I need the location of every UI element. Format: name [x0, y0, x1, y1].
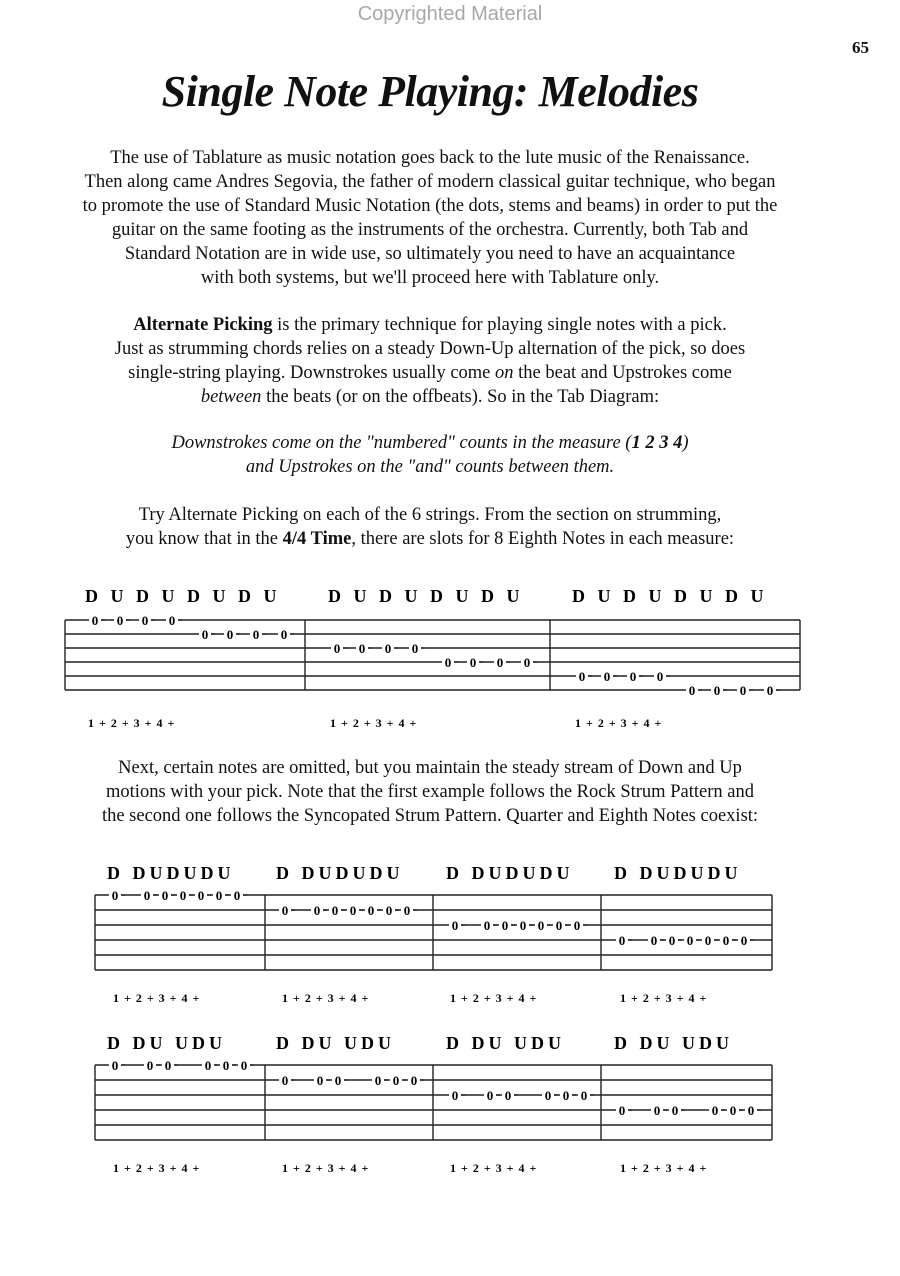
tab-fret-number: 0 [573, 918, 581, 933]
beat-count-label: 1 + 2 + 3 + 4 + [88, 716, 176, 730]
strum-stroke-label: D U D U D U D U [85, 586, 281, 606]
tab-fret-number: 0 [168, 613, 176, 628]
strum-stroke-label: D DU UDU [446, 1033, 565, 1053]
intro-line: guitar on the same footing as the instruments of the orchestra. Currently, both Tab and [111, 220, 749, 240]
tab-fret-number: 0 [384, 641, 392, 656]
strum-stroke-label: D U D U D U D U [328, 586, 524, 606]
tab-fret-number: 0 [578, 669, 586, 684]
strum-stroke-label: D DUDUDU [276, 863, 404, 883]
tab-fret-number: 0 [334, 1073, 342, 1088]
try-paragraph [10, 503, 850, 551]
beat-count-label: 1 + 2 + 3 + 4 + [282, 1161, 370, 1175]
alt-line-1 [10, 313, 850, 337]
alt-line-3 [10, 361, 850, 385]
copyright-watermark: Copyrighted Material [357, 3, 543, 25]
tab-fret-number: 0 [580, 1088, 588, 1103]
intro-line: with both systems, but we'll proceed here with Tablature only. [200, 268, 660, 288]
tab-fret-number: 0 [544, 1088, 552, 1103]
strum-stroke-label: D DU UDU [614, 1033, 733, 1053]
tab-fret-number: 0 [537, 918, 545, 933]
tab-fret-number: 0 [111, 1058, 119, 1073]
tab-fret-number: 0 [469, 655, 477, 670]
tab-fret-number: 0 [252, 627, 260, 642]
tab-fret-number: 0 [215, 888, 223, 903]
tab-fret-number: 0 [562, 1088, 570, 1103]
downstroke-note [10, 431, 850, 479]
tab-fret-number: 0 [331, 903, 339, 918]
beat-count-label: 1 + 2 + 3 + 4 + [450, 1161, 538, 1175]
tab-fret-number: 0 [444, 655, 452, 670]
note-line-1a: Downstrokes come on the "numbered" counts in the measure ( [171, 433, 632, 453]
tab-fret-number: 0 [197, 888, 205, 903]
tab-fret-number: 0 [486, 1088, 494, 1103]
alt-line-3b: the beat and Upstrokes come [513, 363, 732, 383]
tab-fret-number: 0 [385, 903, 393, 918]
tab-fret-number: 0 [713, 683, 721, 698]
tab-fret-number: 0 [313, 903, 321, 918]
tab-fret-number: 0 [671, 1103, 679, 1118]
tab-fret-number: 0 [451, 918, 459, 933]
beat-count-label: 1 + 2 + 3 + 4 + [620, 991, 708, 1005]
tab-fret-number: 0 [686, 933, 694, 948]
tab-fret-number: 0 [281, 903, 289, 918]
try-line-1: Try Alternate Picking on each of the 6 strings. From the section on strumming, [138, 505, 722, 525]
tab-fret-number: 0 [603, 669, 611, 684]
next-line: motions with your pick. Note that the first example follows the Rock Strum Pattern and [106, 782, 754, 802]
tab-fret-number: 0 [233, 888, 241, 903]
tab-fret-number: 0 [333, 641, 341, 656]
beat-count-label: 1 + 2 + 3 + 4 + [450, 991, 538, 1005]
tab-fret-number: 0 [766, 683, 774, 698]
tab-fret-number: 0 [618, 1103, 626, 1118]
strum-stroke-label: D DUDUDU [107, 863, 235, 883]
alt-line-3a: single-string playing. Downstrokes usually come [128, 363, 496, 383]
tab-fret-number: 0 [141, 613, 149, 628]
tab-fret-number: 0 [222, 1058, 230, 1073]
tab-fret-number: 0 [711, 1103, 719, 1118]
alt-line-4 [10, 385, 850, 409]
tab-fret-number: 0 [688, 683, 696, 698]
tab-fret-number: 0 [411, 641, 419, 656]
tab-fret-number: 0 [281, 1073, 289, 1088]
tab-fret-number: 0 [501, 918, 509, 933]
tab-fret-number: 0 [629, 669, 637, 684]
intro-line: Standard Notation are in wide use, so ultimately you need to have an acquaintance [124, 244, 736, 264]
tab-fret-number: 0 [179, 888, 187, 903]
intro-line: to promote the use of Standard Music Notation (the dots, stems and beams) in order to put the [82, 196, 778, 216]
beat-count-label: 1 + 2 + 3 + 4 + [575, 716, 663, 730]
note-line-2: and Upstrokes on the "and" counts between them. [245, 457, 615, 477]
intro-line: The use of Tablature as music notation goes back to the lute music of the Renaissance. [110, 148, 750, 168]
tab-fret-number: 0 [164, 1058, 172, 1073]
note-line-1b: ) [682, 433, 689, 453]
tab-fret-number: 0 [280, 627, 288, 642]
tab-fret-number: 0 [504, 1088, 512, 1103]
page-title: Single Note Playing: Melodies [161, 67, 699, 116]
beat-count-label: 1 + 2 + 3 + 4 + [620, 1161, 708, 1175]
alternate-picking-term: Alternate Picking [133, 315, 273, 335]
tab-fret-number: 0 [523, 655, 531, 670]
tab-fret-number: 0 [483, 918, 491, 933]
tab-fret-number: 0 [374, 1073, 382, 1088]
alternate-picking-paragraph [10, 313, 850, 409]
tab-fret-number: 0 [392, 1073, 400, 1088]
beat-count-label: 1 + 2 + 3 + 4 + [282, 991, 370, 1005]
time-signature: 4/4 Time [282, 529, 352, 549]
beat-count-label: 1 + 2 + 3 + 4 + [113, 1161, 201, 1175]
strum-stroke-label: D DUDUDU [614, 863, 742, 883]
tab-fret-number: 0 [146, 1058, 154, 1073]
tab-fret-number: 0 [650, 933, 658, 948]
note-counts: 1 2 3 4 [631, 433, 683, 453]
next-paragraph [10, 756, 850, 828]
tab-fret-number: 0 [403, 903, 411, 918]
tab-fret-number: 0 [740, 933, 748, 948]
tab-fret-number: 0 [496, 655, 504, 670]
beat-count-label: 1 + 2 + 3 + 4 + [330, 716, 418, 730]
tab-fret-number: 0 [111, 888, 119, 903]
strum-stroke-label: D U D U D U D U [572, 586, 768, 606]
try-line-2b: , there are slots for 8 Eighth Notes in each measure: [351, 529, 735, 549]
note-line-1 [10, 431, 850, 455]
tab-fret-number: 0 [729, 1103, 737, 1118]
strum-stroke-label: D DUDUDU [446, 863, 574, 883]
next-line: the second one follows the Syncopated Strum Pattern. Quarter and Eighth Notes coexist: [101, 806, 759, 826]
try-line-2 [10, 527, 850, 551]
tab-fret-number: 0 [739, 683, 747, 698]
tab-fret-number: 0 [618, 933, 626, 948]
next-line: Next, certain notes are omitted, but you maintain the steady stream of Down and Up [118, 758, 742, 778]
tab-fret-number: 0 [349, 903, 357, 918]
tab-fret-number: 0 [722, 933, 730, 948]
tab-fret-number: 0 [116, 613, 124, 628]
tab-fret-number: 0 [656, 669, 664, 684]
alt-line-3-em: on [495, 363, 514, 383]
tab-fret-number: 0 [410, 1073, 418, 1088]
tab-diagram-eighth-notes [0, 580, 900, 730]
tab-fret-number: 0 [451, 1088, 459, 1103]
tab-fret-number: 0 [204, 1058, 212, 1073]
intro-paragraph [10, 146, 850, 290]
intro-line: Then along came Andres Segovia, the father of modern classical guitar technique, who began [84, 172, 776, 192]
tab-fret-number: 0 [519, 918, 527, 933]
tab-fret-number: 0 [226, 627, 234, 642]
tab-fret-number: 0 [161, 888, 169, 903]
alt-line-4-em: between [200, 387, 262, 407]
tab-fret-number: 0 [143, 888, 151, 903]
alt-line-1-text: is the primary technique for playing single notes with a pick. [272, 315, 727, 335]
tab-fret-number: 0 [316, 1073, 324, 1088]
tab-fret-number: 0 [668, 933, 676, 948]
page-number: 65 [852, 38, 869, 57]
tab-fret-number: 0 [240, 1058, 248, 1073]
tab-fret-number: 0 [358, 641, 366, 656]
tab-diagram-rock-strum [0, 855, 900, 1005]
tab-fret-number: 0 [555, 918, 563, 933]
tab-fret-number: 0 [91, 613, 99, 628]
beat-count-label: 1 + 2 + 3 + 4 + [113, 991, 201, 1005]
alt-line-4-text: the beats (or on the offbeats). So in the Tab Diagram: [261, 387, 660, 407]
tab-fret-number: 0 [201, 627, 209, 642]
try-line-2a: you know that in the [125, 529, 283, 549]
strum-stroke-label: D DU UDU [276, 1033, 395, 1053]
tab-fret-number: 0 [747, 1103, 755, 1118]
tab-diagram-syncopated-strum [0, 1025, 900, 1175]
alt-line-2: Just as strumming chords relies on a steady Down-Up alternation of the pick, so does [114, 339, 746, 359]
tab-fret-number: 0 [704, 933, 712, 948]
strum-stroke-label: D DU UDU [107, 1033, 226, 1053]
tab-fret-number: 0 [367, 903, 375, 918]
tab-fret-number: 0 [653, 1103, 661, 1118]
